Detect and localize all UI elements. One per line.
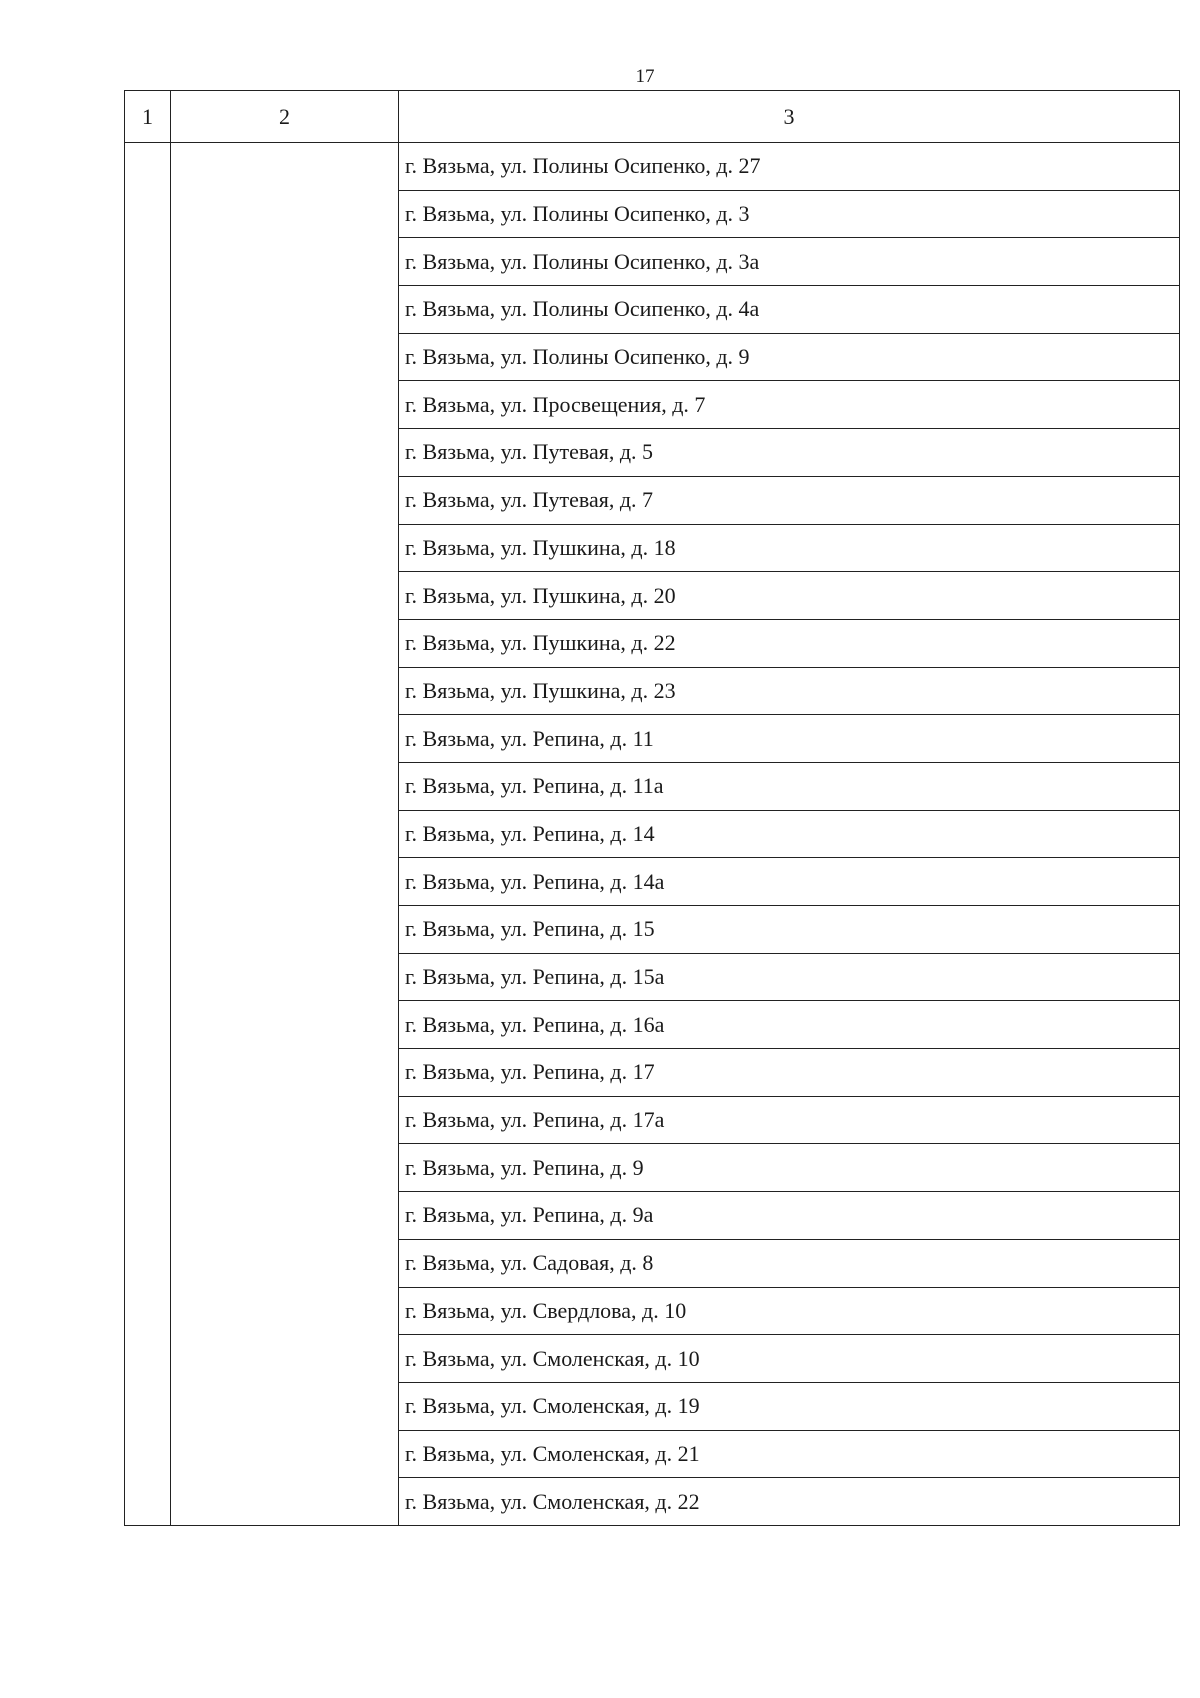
address-cell: г. Вязьма, ул. Путевая, д. 7 xyxy=(399,476,1180,524)
column-header-3: 3 xyxy=(399,91,1180,143)
address-cell: г. Вязьма, ул. Полины Осипенко, д. 4а xyxy=(399,286,1180,334)
address-cell: г. Вязьма, ул. Просвещения, д. 7 xyxy=(399,381,1180,429)
address-cell: г. Вязьма, ул. Репина, д. 17а xyxy=(399,1096,1180,1144)
table-row xyxy=(125,143,1180,191)
address-cell: г. Вязьма, ул. Садовая, д. 8 xyxy=(399,1239,1180,1287)
address-cell: г. Вязьма, ул. Полины Осипенко, д. 9 xyxy=(399,333,1180,381)
address-cell: г. Вязьма, ул. Путевая, д. 5 xyxy=(399,429,1180,477)
address-cell: г. Вязьма, ул. Репина, д. 11 xyxy=(399,715,1180,763)
table-header-row xyxy=(125,91,1180,143)
address-cell: г. Вязьма, ул. Смоленская, д. 22 xyxy=(399,1478,1180,1526)
address-cell: г. Вязьма, ул. Смоленская, д. 21 xyxy=(399,1430,1180,1478)
address-cell: г. Вязьма, ул. Репина, д. 9а xyxy=(399,1192,1180,1240)
address-cell: г. Вязьма, ул. Пушкина, д. 22 xyxy=(399,619,1180,667)
merged-cell-col-1 xyxy=(125,143,171,1526)
address-cell: г. Вязьма, ул. Свердлова, д. 10 xyxy=(399,1287,1180,1335)
address-cell: г. Вязьма, ул. Пушкина, д. 23 xyxy=(399,667,1180,715)
address-cell: г. Вязьма, ул. Репина, д. 9 xyxy=(399,1144,1180,1192)
address-cell: г. Вязьма, ул. Репина, д. 17 xyxy=(399,1049,1180,1097)
address-cell: г. Вязьма, ул. Смоленская, д. 19 xyxy=(399,1382,1180,1430)
address-cell: г. Вязьма, ул. Полины Осипенко, д. 3 xyxy=(399,190,1180,238)
address-cell: г. Вязьма, ул. Пушкина, д. 18 xyxy=(399,524,1180,572)
column-header-2: 2 xyxy=(171,91,399,143)
address-cell: г. Вязьма, ул. Репина, д. 15 xyxy=(399,906,1180,954)
address-cell: г. Вязьма, ул. Полины Осипенко, д. 27 xyxy=(399,143,1180,191)
address-cell: г. Вязьма, ул. Пушкина, д. 20 xyxy=(399,572,1180,620)
address-cell: г. Вязьма, ул. Репина, д. 15а xyxy=(399,953,1180,1001)
address-cell: г. Вязьма, ул. Полины Осипенко, д. 3а xyxy=(399,238,1180,286)
address-cell: г. Вязьма, ул. Репина, д. 14а xyxy=(399,858,1180,906)
address-table xyxy=(124,90,1180,1526)
column-header-1: 1 xyxy=(125,91,171,143)
table-body xyxy=(125,143,1180,1526)
merged-cell-col-2 xyxy=(171,143,399,1526)
address-cell: г. Вязьма, ул. Смоленская, д. 10 xyxy=(399,1335,1180,1383)
address-cell: г. Вязьма, ул. Репина, д. 11а xyxy=(399,762,1180,810)
address-cell: г. Вязьма, ул. Репина, д. 14 xyxy=(399,810,1180,858)
page-number: 17 xyxy=(635,66,655,87)
address-cell: г. Вязьма, ул. Репина, д. 16а xyxy=(399,1001,1180,1049)
